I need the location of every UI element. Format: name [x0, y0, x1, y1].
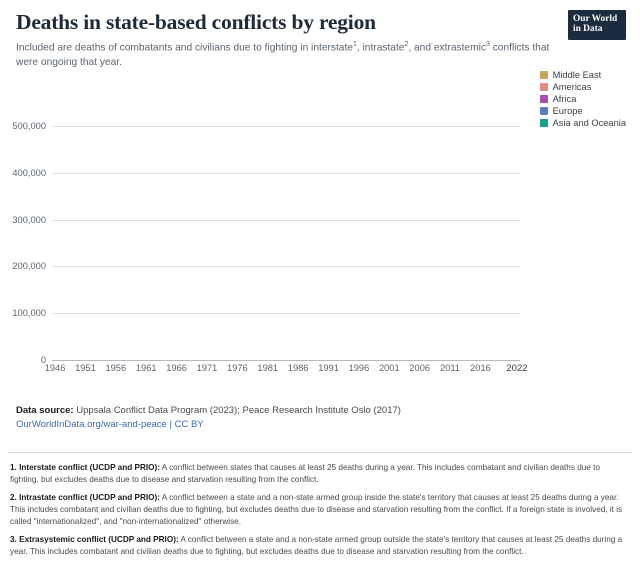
page-title: Deaths in state-based conflicts by region	[16, 10, 376, 34]
bar-column[interactable]	[514, 85, 520, 361]
y-axis-tick-label: 300,000	[12, 214, 46, 225]
x-axis-tick-label: 1981	[257, 363, 279, 374]
footnote-ref-1: 1	[352, 41, 357, 49]
x-axis-tick-label: 1951	[75, 363, 96, 374]
subtitle-text-1: Included are deaths of combatants and civilians due to fighting in interstate	[16, 42, 353, 54]
logo-line-2: in Data	[573, 24, 603, 34]
source-label: Data source:	[16, 405, 74, 416]
subtitle-text-3: , and extrastemic	[408, 42, 486, 54]
legend-label: Middle East	[552, 70, 602, 80]
x-axis-tick-label: 1991	[318, 363, 339, 374]
footnote	[10, 534, 630, 557]
legend-label: Asia and Oceania	[552, 118, 626, 128]
x-axis-tick-label: 1996	[348, 363, 370, 374]
y-axis-tick-label: 100,000	[12, 308, 46, 319]
x-axis-tick-label: 1976	[227, 363, 248, 374]
footnote-text: A conflict between a state and a non-state armed group outside the state's territory that causes at least 25 deaths during a year. This includes combatant and civilian deaths due to fighting, but excludes deaths due to disease and starvation resulting from the conflict.	[10, 535, 623, 556]
x-axis-tick-label: 1966	[166, 363, 187, 374]
footnote-ref-3: 3	[485, 41, 490, 49]
chart-header	[0, 0, 640, 71]
x-axis-tick-label: 2011	[440, 363, 461, 374]
plot-region	[12, 85, 528, 375]
footnote-term: 1. Interstate conflict (UCDP and PRIO):	[10, 463, 160, 472]
legend-label: Africa	[552, 94, 577, 104]
footnote-term: 3. Extrasystemic conflict (UCDP and PRIO):	[10, 535, 179, 545]
x-axis-tick-label: 2006	[409, 363, 431, 374]
x-axis-tick-label: 1971	[196, 363, 218, 374]
y-axis-tick-label: 400,000	[12, 167, 46, 178]
subtitle-text-2: , intrastate	[356, 42, 405, 54]
footnote-text: A conflict between a state and a non-state armed group inside the state's territory that causes at least 25 deaths during a year. This includes combatant and civilian deaths due to fighting, but excludes deaths due to disease and starvation resulting from the conflict. If a foreign state is involved, it is called "internationalized", and "non-internationalized" otherwise.	[10, 493, 623, 526]
x-axis-tick-label: 2001	[378, 363, 400, 374]
x-axis-tick-label: 1961	[135, 363, 157, 374]
legend-label: Americas	[552, 82, 592, 92]
source-text: Uppsala Conflict Data Program (2023); Peace Research Institute Oslo (2017)	[76, 405, 401, 416]
y-axis-tick-label: 200,000	[12, 261, 46, 272]
x-axis-tick-label: 2016	[470, 363, 491, 374]
source-link[interactable]: OurWorldInData.org/war-and-peace | CC BY	[16, 419, 204, 431]
bar-series	[52, 85, 520, 361]
footnote	[10, 462, 630, 485]
divider	[8, 452, 632, 453]
footnotes	[10, 462, 630, 564]
data-source	[16, 404, 624, 433]
legend-label: Europe	[552, 106, 583, 116]
footnote	[10, 492, 630, 527]
owid-logo[interactable]	[568, 10, 626, 40]
footnote-text: A conflict between states that causes at least 25 deaths during a year. This includes combatant and civilian deaths due to fighting, but excludes deaths due to disease and starvation resulting from the conflict.	[10, 463, 600, 484]
x-axis-tick-label: 1956	[105, 363, 127, 374]
x-axis	[44, 363, 528, 381]
x-axis-tick-label: 1946	[44, 363, 66, 374]
footnote-ref-2: 2	[404, 41, 409, 49]
chart-subtitle	[16, 40, 556, 71]
x-axis-tick-label: 1986	[287, 363, 309, 374]
footnote-term: 2. Intrastate conflict (UCDP and PRIO):	[10, 493, 160, 503]
subtitle-text-4: conflicts that were ongoing that year.	[16, 42, 550, 69]
chart-area	[0, 77, 640, 387]
logo-line-1: Our World	[573, 14, 618, 25]
y-axis-tick-label: 0	[40, 355, 46, 366]
y-axis-tick-label: 500,000	[12, 121, 46, 132]
x-axis-tick-label: 2022	[506, 363, 528, 375]
